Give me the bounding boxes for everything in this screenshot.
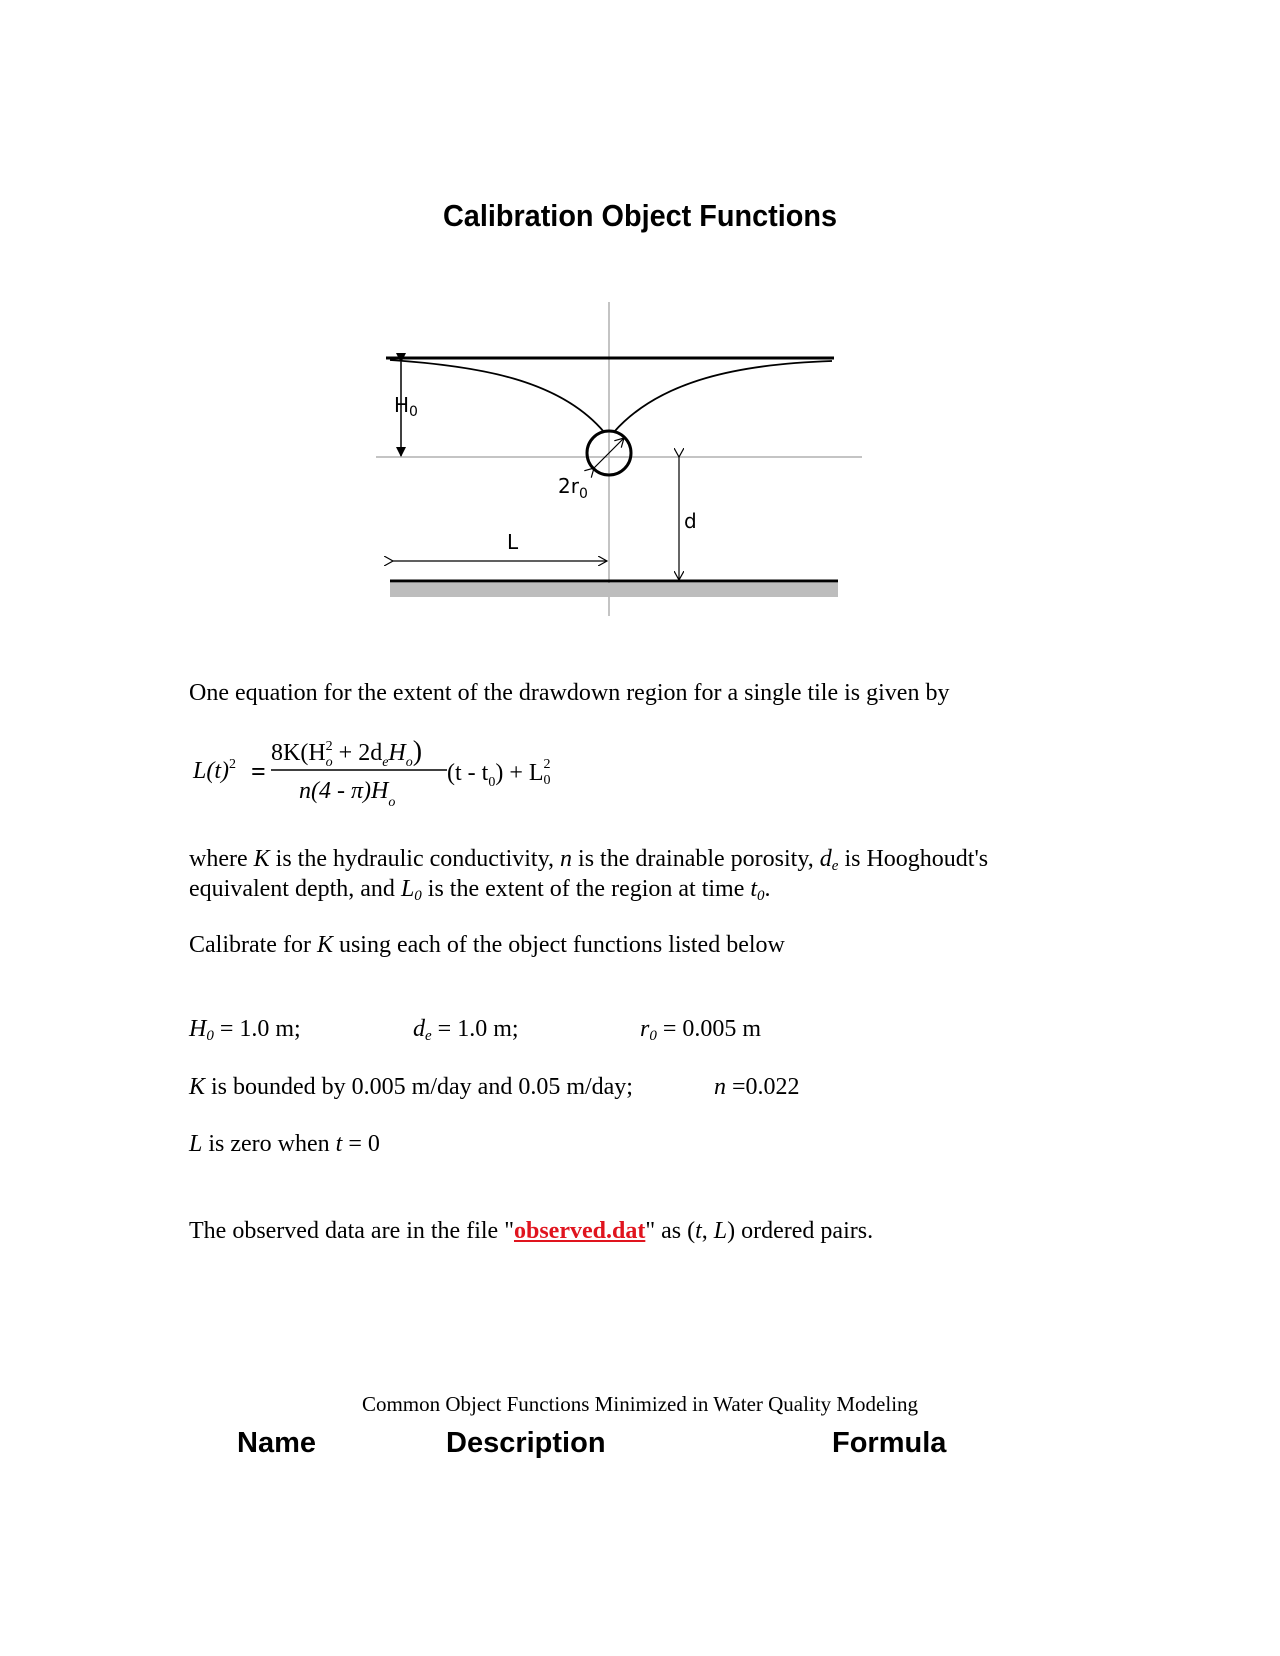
impermeable-layer-fill [390,583,838,597]
observed-file-link[interactable]: observed.dat [513,1218,646,1244]
svg-text:8K(H2o + 2deHo): $8K(H^2$ $o + 2d_eH_o$) [271,736,423,770]
param-h0: $H_0 = 1.0$ m; [189,1016,301,1044]
drawdown-equation [189,728,589,808]
param-k-bounds: K is bounded by 0.005 m/day and 0.05 m/day; [189,1074,633,1100]
d-label: d [684,509,697,533]
intro-text: One equation for the extent of the drawdown region for a single tile is given by [189,680,950,706]
svg-text:(t - t0) + L20: $(t - t_0) + L^2$ 0 [447,757,551,790]
table-caption: Common Object Functions Minimized in Water Quality Modeling [361,1392,919,1416]
svg-text:L(t)2: $L(t)^2$ [193,757,236,784]
svg-text:=: = [251,757,266,786]
definitions-line-2: equivalent depth, and $L_0$ is the extent of the region at time $t_0$. [189,876,771,904]
h0-label: $H_0$ [394,393,418,420]
table-header-description: Description [446,1427,606,1459]
param-r0: $r_0 = 0.005$ m [640,1016,762,1044]
drainage-diagram [0,0,1280,640]
table-header-name: Name [237,1427,316,1459]
drawdown-curve-right [614,361,832,432]
l-label: L [507,530,519,554]
svg-text:n(4 - π)Ho: $n(4 - \pi)H_o$ [299,778,396,808]
observed-data-text: The observed data are in the file "observed.dat" as (t, L) ordered pairs. [189,1218,874,1244]
param-n: n =0.022 [714,1074,800,1100]
param-de: $d_e = 1.0$ m; [413,1016,519,1044]
param-l-initial: L is zero when t = 0 [189,1131,380,1157]
drawdown-curve-left [390,360,604,432]
definitions-line-1: where K is the hydraulic conductivity, n is the drainable porosity, $d_e$ is Hooghoudt's [189,846,989,874]
calibrate-text: Calibrate for K using each of the object functions listed below [189,932,785,958]
table-header-formula: Formula [832,1427,947,1459]
page-title: Calibration Object Functions [442,198,838,233]
two-r0-label: $2r_0$ [558,474,588,502]
